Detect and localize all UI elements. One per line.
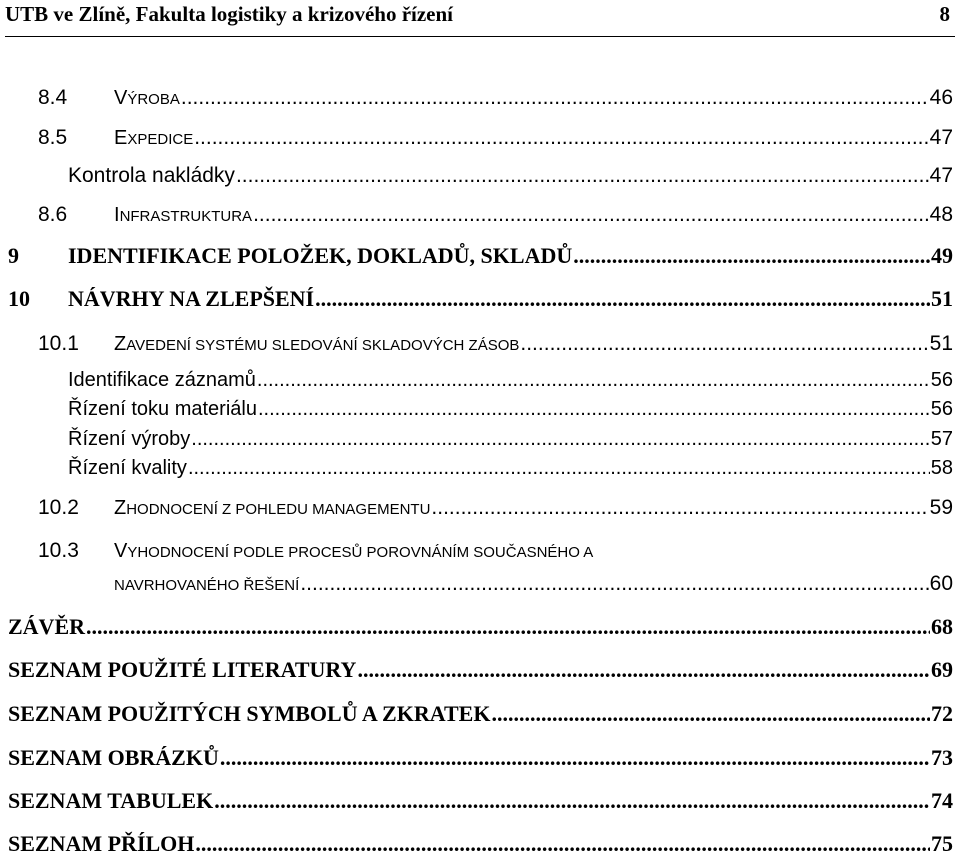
toc-page: 57 bbox=[930, 428, 953, 450]
toc-entry-seznam-priloh[interactable] bbox=[0, 831, 953, 857]
toc-page: 74 bbox=[931, 788, 953, 813]
toc-leader bbox=[573, 243, 930, 269]
toc-title: IDENTIFIKACE POLOŽEK, DOKLADŮ, SKLADŮ bbox=[68, 243, 573, 268]
toc-entry-seznam-tabulek[interactable] bbox=[0, 788, 953, 814]
toc-leader bbox=[236, 164, 929, 188]
toc-entry-kontrola-nakladky[interactable] bbox=[0, 164, 953, 188]
toc-page: 69 bbox=[931, 657, 953, 682]
toc-number: 10.2 bbox=[38, 496, 79, 519]
toc-title: Řízení výroby bbox=[68, 428, 191, 450]
toc-title: VYHODNOCENÍ PODLE PROCESŮ POROVNÁNÍM SOUČASNÉHO A bbox=[114, 540, 594, 562]
toc-title: Identifikace záznamů bbox=[68, 369, 256, 391]
toc-leader bbox=[86, 614, 930, 640]
toc-leader bbox=[195, 831, 930, 857]
toc-entry-10-3[interactable] bbox=[0, 539, 953, 563]
toc-title: SEZNAM POUŽITÉ LITERATURY bbox=[8, 657, 357, 682]
toc-number: 8.4 bbox=[38, 86, 68, 109]
toc-page: 47 bbox=[929, 126, 953, 149]
toc-page: 68 bbox=[931, 614, 953, 639]
toc-leader bbox=[253, 203, 929, 227]
toc-leader bbox=[220, 745, 930, 771]
toc-leader bbox=[191, 428, 929, 451]
toc-title: SEZNAM POUŽITÝCH SYMBOLŮ A ZKRATEK bbox=[8, 701, 491, 726]
toc-page: 58 bbox=[930, 457, 953, 479]
toc-title: ZHODNOCENÍ Z POHLEDU MANAGEMENTU bbox=[114, 497, 431, 519]
toc-page: 56 bbox=[930, 398, 953, 420]
toc-entry-seznam-obrazku[interactable] bbox=[0, 745, 953, 771]
toc-page: 59 bbox=[929, 496, 953, 519]
toc-page: 60 bbox=[929, 572, 953, 595]
toc-leader bbox=[315, 286, 930, 312]
toc-page: 49 bbox=[931, 243, 953, 268]
toc-page: 48 bbox=[929, 203, 953, 226]
toc-entry-10-3-continued[interactable] bbox=[0, 572, 953, 596]
toc-number: 10 bbox=[8, 286, 30, 311]
toc-leader bbox=[300, 572, 928, 596]
toc-title: Kontrola nakládky bbox=[68, 164, 235, 187]
toc-entry-identifikace-zaznamu[interactable] bbox=[0, 369, 953, 392]
toc-leader bbox=[491, 701, 930, 727]
toc-entry-9[interactable] bbox=[0, 243, 953, 269]
toc-title: NÁVRHY NA ZLEPŠENÍ bbox=[68, 286, 315, 311]
toc-leader bbox=[214, 788, 930, 814]
toc-entry-rizeni-vyroby[interactable] bbox=[0, 428, 953, 451]
toc-leader bbox=[520, 332, 928, 356]
toc-entry-seznam-symbolu[interactable] bbox=[0, 701, 953, 727]
toc-entry-rizeni-toku-materialu[interactable] bbox=[0, 398, 953, 421]
toc-title: ZÁVĚR bbox=[8, 614, 86, 639]
toc-leader bbox=[188, 457, 930, 480]
toc-leader bbox=[181, 86, 929, 110]
toc-page: 51 bbox=[931, 286, 953, 311]
toc-title: EXPEDICE bbox=[114, 127, 194, 149]
toc-title: SEZNAM OBRÁZKŮ bbox=[8, 745, 219, 770]
toc-page: 75 bbox=[931, 831, 953, 856]
toc-page: 72 bbox=[931, 701, 953, 726]
toc-entry-10-1[interactable] bbox=[0, 332, 953, 356]
toc-title: Řízení toku materiálu bbox=[68, 398, 257, 420]
toc-page: 73 bbox=[931, 745, 953, 770]
toc-title: SEZNAM PŘÍLOH bbox=[8, 831, 195, 856]
toc-leader bbox=[194, 126, 928, 150]
page-header bbox=[5, 0, 955, 37]
toc-entry-10-2[interactable] bbox=[0, 496, 953, 520]
toc-number: 10.3 bbox=[38, 539, 79, 562]
toc-title: INFRASTRUKTURA bbox=[114, 204, 253, 226]
toc-leader bbox=[431, 496, 928, 520]
toc-title: NAVRHOVANÉHO ŘEŠENÍ bbox=[114, 577, 300, 594]
toc-title: VÝROBA bbox=[114, 87, 180, 109]
toc-title: SEZNAM TABULEK bbox=[8, 788, 214, 813]
header-page-number: 8 bbox=[939, 2, 950, 26]
toc-entry-seznam-literatury[interactable] bbox=[0, 657, 953, 683]
toc-entry-rizeni-kvality[interactable] bbox=[0, 457, 953, 480]
toc-number: 9 bbox=[8, 243, 19, 268]
toc-page: 51 bbox=[929, 332, 953, 355]
toc-leader bbox=[257, 369, 930, 392]
toc-entry-8-5[interactable] bbox=[0, 126, 953, 150]
toc-entry-8-4[interactable] bbox=[0, 86, 953, 110]
header-title: UTB ve Zlíně, Fakulta logistiky a krizového řízení bbox=[5, 2, 454, 26]
toc-number: 10.1 bbox=[38, 332, 79, 355]
toc-title: Řízení kvality bbox=[68, 457, 187, 479]
toc-entry-8-6[interactable] bbox=[0, 203, 953, 227]
toc-leader bbox=[357, 657, 930, 683]
toc-number: 8.5 bbox=[38, 126, 68, 149]
toc-title: ZAVEDENÍ SYSTÉMU SLEDOVÁNÍ SKLADOVÝCH ZÁSOB bbox=[114, 333, 520, 355]
toc-page: 46 bbox=[929, 86, 953, 109]
toc-page: 47 bbox=[929, 164, 953, 187]
toc-leader bbox=[258, 398, 930, 421]
toc-entry-zaver[interactable] bbox=[0, 614, 953, 640]
toc-page: 56 bbox=[930, 369, 953, 391]
toc-number: 8.6 bbox=[38, 203, 68, 226]
toc-entry-10[interactable] bbox=[0, 286, 953, 312]
